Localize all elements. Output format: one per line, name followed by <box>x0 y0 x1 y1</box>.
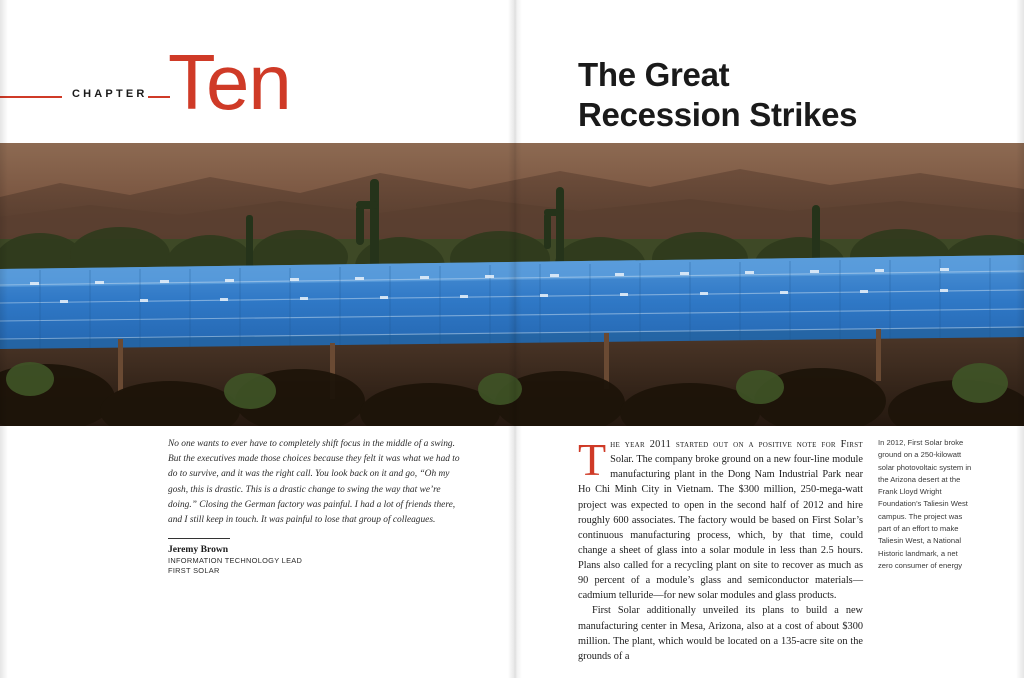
chapter-number: Ten <box>168 38 291 126</box>
sidebar-caption-text: In 2012, First Solar broke ground on a 250-kilowatt solar photovoltaic system in the Arizona desert at the Frank Lloyd Wright Foundation’s Taliesin West campus. The project was part of an effort to make Taliesin West, a National Historic landmark, a net zero consumer of energy <box>878 438 972 570</box>
body-paragraph-1 <box>578 434 863 603</box>
body-paragraph-1-text: Solar. The company broke ground on a new four-line module manufacturing plant in the Dong Nam Industrial Park near Ho Chi Minh City in Vietnam. The $300 million, 250-mega-watt project was expected to open in the second half of 2012 and hire roughly 600 associates. The factory would be based on First Solar’s continuous manufacturing process, which, by that time, could change a sheet of glass into a solar module in less than 2.5 hours. Plans also called for a recycling plant on site to recover as much as 90 percent of a module’s glass and semiconductor materials—cadmium telluride—for new solar modules and glass products. <box>578 454 863 602</box>
attribution-role-line-2: FIRST SOLAR <box>168 566 220 576</box>
page-title <box>578 55 1008 136</box>
quote-attribution <box>168 538 460 576</box>
body-main-column <box>578 434 863 664</box>
photo-illustration <box>0 143 1024 426</box>
chapter-label: CHAPTER <box>72 88 148 100</box>
attribution-role-line-1: INFORMATION TECHNOLOGY LEAD <box>168 556 303 566</box>
solar-array-photo <box>0 143 1024 426</box>
body-paragraph-2: First Solar additionally unveiled its plans to build a new manufacturing center in Mesa, Arizona, also at a cost of about $300 million. The plant, which would be located on a 135-acre site on the grounds of a <box>578 605 863 662</box>
chapter-rule-right <box>148 96 170 98</box>
drop-cap: T <box>578 434 607 485</box>
pull-quote: No one wants to ever have to completely shift focus in the middle of a swing. But the executives made those choices because they felt it was what we had to do to survive, and it was the right call. You look back on it and go, “Oh my gosh, this is drastic. This is a drastic change to swing the way that we’re doing.” Closing the German factory was painful. I had a lot of friends there, and I still keep in touch. It was painful to lose that group of colleagues. <box>168 439 460 526</box>
chapter-heading <box>0 38 470 135</box>
page-title-line-2: Recession Strikes <box>578 96 858 134</box>
sidebar-caption-column <box>878 437 974 572</box>
page-title-line-1: The Great <box>578 56 730 93</box>
attribution-rule <box>168 538 230 539</box>
opening-small-caps: he year 2011 started out on a positive note for First <box>610 439 863 450</box>
chapter-rule-left <box>0 96 62 98</box>
attribution-name: Jeremy Brown <box>168 544 229 555</box>
